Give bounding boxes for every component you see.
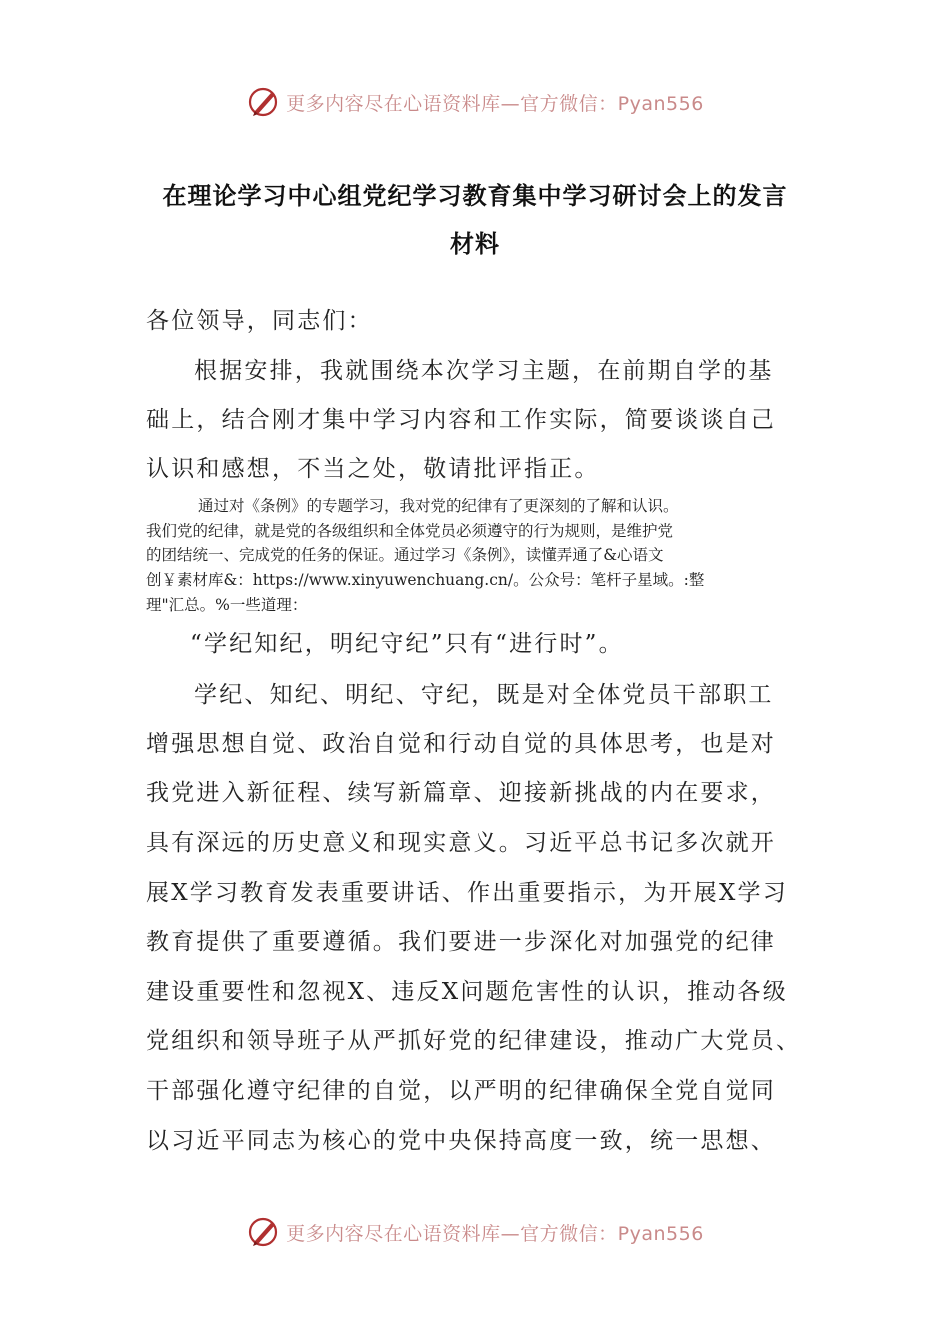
intro-line: 根据安排，我就围绕本次学习主题，在前期自学的基 (194, 358, 774, 384)
body-line: 展X学习教育发表重要讲话、作出重要指示，为开展X学习 (146, 880, 788, 906)
body-line: 教育提供了重要遵循。我们要进一步深化对加强党的纪律 (146, 929, 776, 955)
body-line: 我党进入新征程、续写新篇章、迎接新挑战的内在要求， (146, 780, 776, 806)
document-title-line-1: 在理论学习中心组党纪学习教育集中学习研讨会上的发言 (162, 182, 788, 210)
body-line: 党组织和领导班子从严抓好党的纪律建设，推动广大党员、 (146, 1028, 802, 1054)
small-text-line: 我们党的纪律，就是党的各级组织和全体党员必须遵守的行为规则，是维护党 (146, 522, 674, 540)
body-line: 增强思想自觉、政治自觉和行动自觉的具体思考，也是对 (146, 731, 776, 757)
watermark-text: 更多内容尽在心语资料库—官方微信：Pyan556 (286, 1222, 704, 1245)
small-text-line: 理"汇总。%一些道理： (146, 596, 308, 614)
footer-watermark (0, 1212, 950, 1252)
pen-logo-icon (246, 1214, 282, 1250)
intro-line: 认识和感想，不当之处，敬请批评指正。 (146, 456, 600, 482)
small-text-line: 通过对《条例》的专题学习，我对党的纪律有了更深刻的了解和认识。 (198, 497, 679, 515)
body-line: 干部强化遵守纪律的自觉，以严明的纪律确保全党自觉同 (146, 1078, 776, 1104)
body-line: 具有深远的历史意义和现实意义。习近平总书记多次就开 (146, 830, 776, 856)
body-line: 学纪、知纪、明纪、守纪，既是对全体党员干部职工 (194, 682, 774, 708)
small-text-line: 创￥素材库&：https://www.xinyuwenchuang.cn/。公众号：笔杆子星域。:整 (146, 571, 705, 589)
pen-logo-icon (246, 84, 282, 120)
body-line: 以习近平同志为核心的党中央保持高度一致，统一思想、 (146, 1128, 776, 1154)
body-line: 建设重要性和忽视X、违反X问题危害性的认识，推动各级 (146, 979, 788, 1005)
document-title-line-2: 材料 (450, 230, 500, 258)
watermark-text: 更多内容尽在心语资料库—官方微信：Pyan556 (286, 92, 704, 115)
section-heading: “学纪知纪，明纪守纪”只有“进行时”。 (190, 631, 624, 657)
greeting: 各位领导，同志们： (146, 308, 373, 334)
small-text-line: 的团结统一、完成党的任务的保证。通过学习《条例》，读懂弄通了&心语文 (146, 546, 664, 564)
header-watermark (0, 82, 950, 122)
intro-line: 础上，结合刚才集中学习内容和工作实际，简要谈谈自己 (146, 407, 776, 433)
